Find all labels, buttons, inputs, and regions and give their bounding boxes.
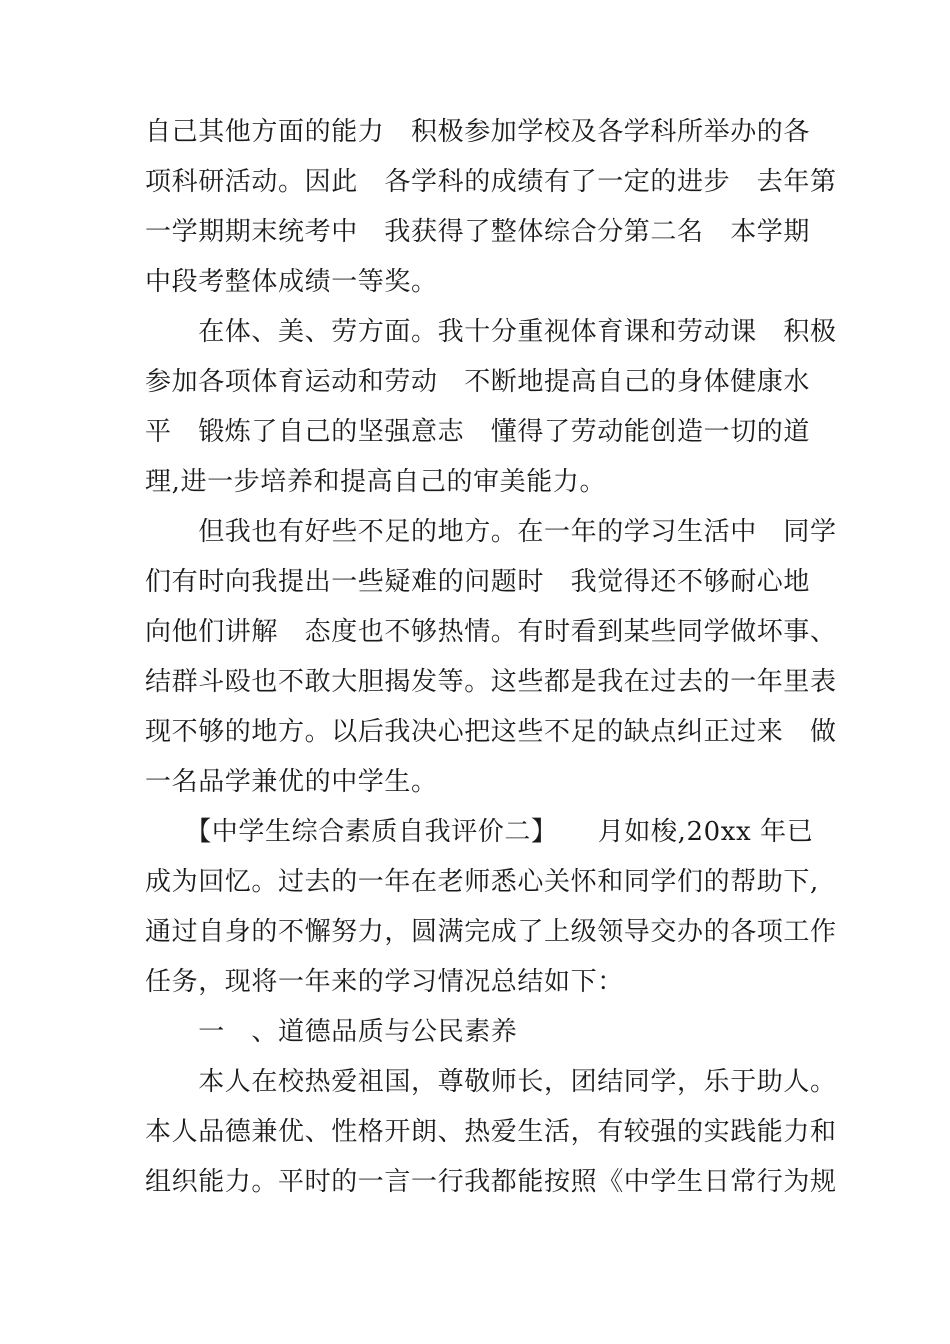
text-line: 自己其他方面的能力 积极参加学校及各学科所举办的各 [145, 117, 811, 147]
text-line: 本人在校热爱祖国，尊敬师长，团结同学，乐于助人。 [145, 1067, 837, 1097]
text-line: 结群斗殴也不敢大胆揭发等。这些都是我在过去的一年里表 [145, 667, 837, 697]
text-line: 通过自身的不懈努力，圆满完成了上级领导交办的各项工作 [145, 917, 837, 947]
text-line: 一学期期末统考中 我获得了整体综合分第二名 本学期 [145, 217, 811, 247]
text-line: 在体、美、劳方面。我十分重视体育课和劳动课 积极 [145, 317, 837, 347]
text-line: 一名品学兼优的中学生。 [145, 767, 438, 797]
text-line: 参加各项体育运动和劳动 不断地提高自己的身体健康水 [145, 367, 811, 397]
text-line: 组织能力。平时的一言一行我都能按照《中学生日常行为规 [145, 1167, 837, 1197]
text-line: 【中学生综合素质自我评价二】 月如梭,20xx 年已 [145, 817, 814, 847]
text-line: 现不够的地方。以后我决心把这些不足的缺点纠正过来 做 [145, 717, 837, 747]
text-line: 成为回忆。过去的一年在老师悉心关怀和同学们的帮助下, [145, 867, 819, 897]
text-line: 任务，现将一年来的学习情况总结如下： [145, 967, 624, 997]
text-line: 们有时向我提出一些疑难的问题时 我觉得还不够耐心地 [145, 567, 811, 597]
text-line: 理,进一步培养和提高自己的审美能力。 [145, 467, 607, 497]
text-line: 中段考整体成绩一等奖。 [145, 267, 438, 297]
text-line: 向他们讲解 态度也不够热情。有时看到某些同学做坏事、 [145, 617, 837, 647]
section-heading: 一 、道德品质与公民素养 [145, 1017, 518, 1047]
text-line: 但我也有好些不足的地方。在一年的学习生活中 同学 [145, 517, 837, 547]
text-line: 项科研活动。因此 各学科的成绩有了一定的进步 去年第 [145, 167, 837, 197]
text-line: 平 锻炼了自己的坚强意志 懂得了劳动能创造一切的道 [145, 417, 811, 447]
text-line: 本人品德兼优、性格开朗、热爱生活，有较强的实践能力和 [145, 1117, 837, 1147]
